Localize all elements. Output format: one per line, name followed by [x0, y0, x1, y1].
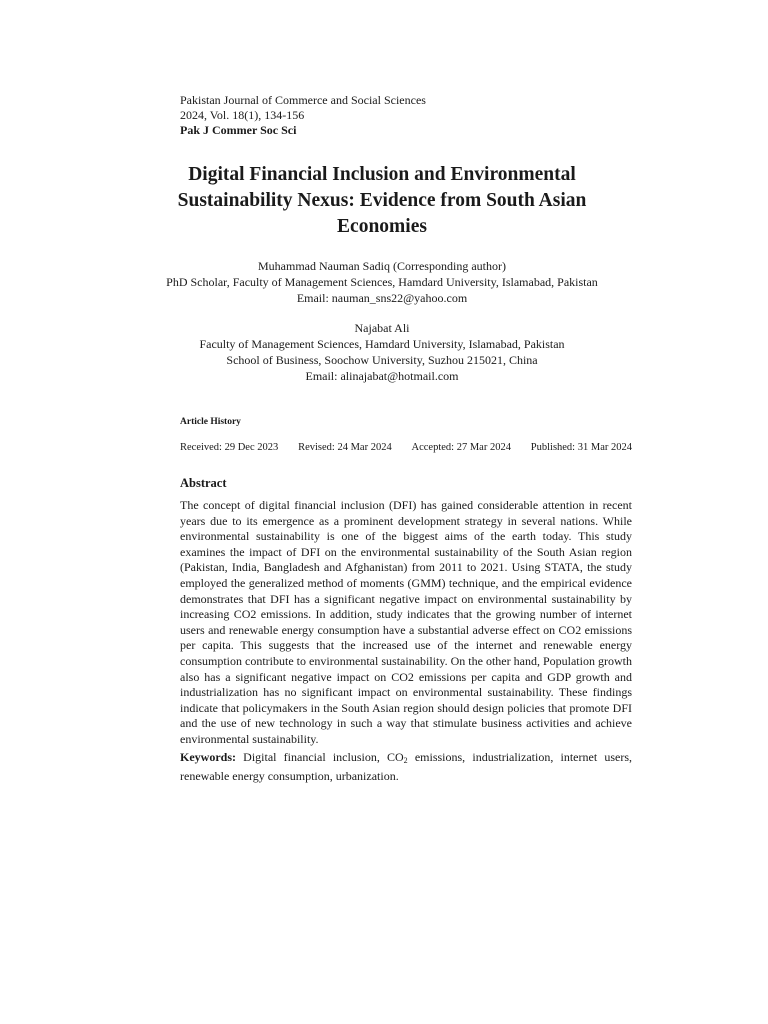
journal-name: Pakistan Journal of Commerce and Social Sciences: [180, 93, 426, 107]
author-affiliation: PhD Scholar, Faculty of Management Sciences, Hamdard University, Islamabad, Pakistan: [166, 275, 598, 289]
paper-title: Digital Financial Inclusion and Environmental Sustainability Nexus: Evidence from South Asian Economies: [177, 164, 587, 237]
author-block-2: [150, 320, 614, 384]
author-block-1: [150, 258, 614, 306]
published-date: Published: 31 Mar 2024: [530, 442, 632, 453]
author-name: Muhammad Nauman Sadiq (Corresponding author): [258, 259, 506, 273]
article-history-label: Article History: [180, 417, 241, 427]
keywords-label: Keywords:: [180, 750, 236, 764]
author-email: Email: nauman_sns22@yahoo.com: [296, 291, 468, 305]
keywords: [180, 750, 632, 784]
author-email: Email: alinajabat@hotmail.com: [305, 369, 459, 383]
article-history: [180, 442, 632, 453]
journal-header: [180, 93, 426, 138]
abstract-text: The concept of digital financial inclusion (DFI) has gained considerable attention in recent years due to its emergence as a prominent development strategy in several nations. While environmental sustainability is one of the biggest aims of the earth today. This study examines the impact of DFI on the environmental sustainability of the South Asian region (Pakistan, India, Bangladesh and Afghanistan) from 2011 to 2021. Using STATA, the study employed the generalized method of moments (GMM) technique, and the empirical evidence demonstrates that DFI has a significant negative impact on environmental sustainability by increasing CO2 emissions. In addition, study indicates that the growing number of internet users and renewable energy consumption have a substantial adverse effect on CO2 emissions per capita. This suggests that the increased use of the internet and renewable energy consumption contribute to environmental sustainability. On the other hand, Population growth also has a significant negative impact on CO2 emissions per capita and GDP growth and industrialization has no significant impact on environmental sustainability. These findings indicate that policymakers in the South Asian region should design policies that promote DFI and the use of new technology in such a way that stimulate business activities and achieve environmental sustainability.: [180, 498, 632, 746]
received-date: Received: 29 Dec 2023: [180, 442, 279, 453]
accepted-date: Accepted: 27 Mar 2024: [411, 442, 511, 453]
author-affiliation: Faculty of Management Sciences, Hamdard University, Islamabad, Pakistan: [199, 337, 565, 351]
keywords-text-after: emissions, industrialization, internet users, renewable energy consumption, urbanization.: [180, 750, 632, 783]
journal-abbreviation: Pak J Commer Soc Sci: [180, 123, 297, 137]
keywords-subscript: 2: [403, 756, 408, 765]
keywords-text-before: Digital financial inclusion, CO: [236, 750, 404, 764]
revised-date: Revised: 24 Mar 2024: [298, 442, 392, 453]
author-affiliation: School of Business, Soochow University, Suzhou 215021, China: [226, 353, 538, 367]
journal-issue: 2024, Vol. 18(1), 134-156: [180, 108, 305, 122]
author-name: Najabat Ali: [354, 321, 410, 335]
abstract-heading: Abstract: [180, 476, 227, 490]
